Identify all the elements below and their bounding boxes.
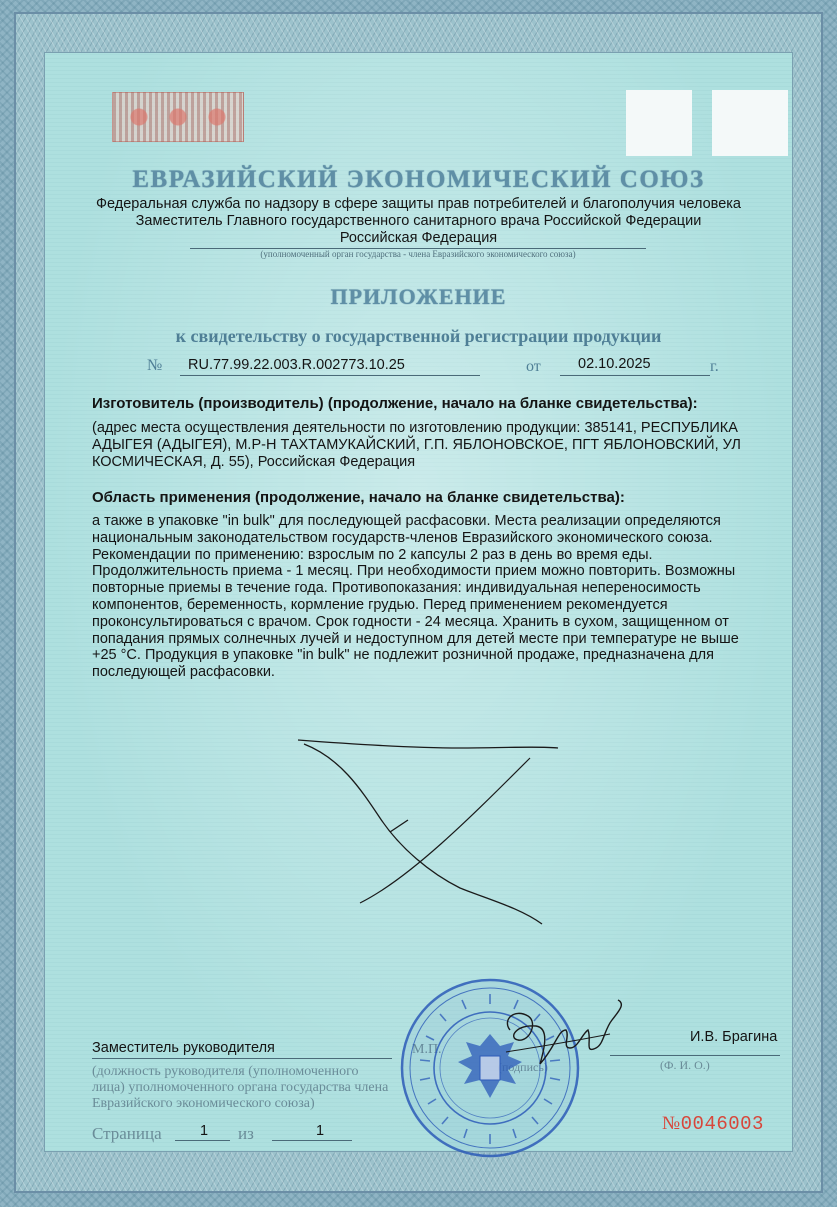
year-suffix: г. — [710, 358, 719, 375]
manufacturer-heading: Изготовитель (производитель) (продолжение, начало на бланке свидетельства): — [92, 395, 698, 412]
scope-line: национальным законодательством государств-членов Евразийского экономического союза. — [92, 529, 713, 546]
scope-line: компонентов, беременность, кормление грудью. Перед применением рекомендуется — [92, 596, 668, 613]
agency-name: Федеральная служба по надзору в сфере защиты прав потребителей и благополучия человека — [96, 196, 741, 212]
appendix-subtitle: к свидетельству о государственной регистрации продукции — [175, 326, 662, 346]
authority-caption: (уполномоченный орган государства - члена Евразийского экономического союза) — [260, 249, 576, 259]
hologram-strip — [112, 92, 244, 142]
manufacturer-line: АДЫГЕЯ (АДЫГЕЯ), М.Р-Н ТАХТАМУКАЙСКИЙ, Г.П. ЯБЛОНОВСКОЕ, ПГТ ЯБЛОНОВСКИЙ, УЛ — [92, 436, 741, 453]
certificate-number: RU.77.99.22.003.R.002773.10.25 — [188, 357, 405, 373]
signer-rule — [610, 1055, 780, 1056]
number-rule — [180, 375, 480, 376]
manufacturer-text — [92, 420, 772, 470]
serial-number — [662, 1113, 764, 1135]
page-label: Страница — [92, 1124, 162, 1143]
serial-prefix: № — [662, 1113, 681, 1134]
page-number: 1 — [200, 1123, 209, 1139]
scope-line: +25 °С. Продукция в упаковке "in bulk" не подлежит розничной продаже, предназначена для — [92, 647, 714, 664]
signer-name: И.В. Брагина — [690, 1029, 778, 1045]
position-caption: (должность руководителя (уполномоченного лица) уполномоченного органа государства члена Евразийского экономического союза) — [92, 1064, 389, 1111]
signature-ink — [500, 990, 630, 1080]
scope-line: проконсультироваться с врачом. Срок годности - 24 месяца. Хранить в сухом, защищенном от — [92, 613, 729, 630]
scope-heading: Область применения (продолжение, начало на бланке свидетельства): — [92, 489, 625, 506]
agency-official: Заместитель Главного государственного санитарного врача Российской Федерации — [135, 213, 702, 229]
number-label: № — [147, 357, 163, 374]
deputy-rule — [92, 1058, 392, 1059]
certificate-date: 02.10.2025 — [578, 356, 651, 372]
scope-line: Продолжительность приема - 1 месяц. При необходимости прием можно повторить. Возможны — [92, 563, 736, 580]
scope-text — [92, 513, 772, 681]
date-label: от — [526, 358, 541, 375]
fio-caption: (Ф. И. О.) — [660, 1058, 710, 1072]
of-rule — [272, 1140, 352, 1141]
serial-digits: 0046003 — [680, 1113, 764, 1135]
page-total: 1 — [316, 1123, 325, 1139]
scope-line: а также в упаковке "in bulk" для последующей расфасовки. Места реализации определяются — [92, 513, 721, 529]
blank-box-left — [626, 90, 692, 156]
scope-line: последующей расфасовки. — [92, 664, 275, 681]
blank-box-right — [712, 90, 788, 156]
appendix-title: ПРИЛОЖЕНИЕ — [330, 284, 507, 309]
date-rule — [560, 375, 710, 376]
scope-line: повторные приемы в течение года. Противопоказания: индивидуальная непереносимость — [92, 580, 701, 597]
union-title: ЕВРАЗИЙСКИЙ ЭКОНОМИЧЕСКИЙ СОЮЗ — [132, 166, 705, 193]
agency-country: Российская Федерация — [339, 230, 498, 246]
cross-out-scribble — [290, 728, 570, 928]
manufacturer-line: КОСМИЧЕСКАЯ, Д. 55), Российская Федерация — [92, 453, 416, 470]
scope-line: Рекомендации по применению: взрослым по 2 капсулы 2 раз в день во время еды. — [92, 546, 653, 563]
scope-line: попадания прямых солнечных лучей и недоступном для детей месте при температуре не выше — [92, 630, 739, 647]
deputy-title: Заместитель руководителя — [92, 1040, 275, 1056]
of-label: из — [238, 1124, 254, 1143]
page-rule — [175, 1140, 230, 1141]
manufacturer-line: (адрес места осуществления деятельности по изготовлению продукции: 385141, РЕСПУБЛИКА — [92, 420, 738, 436]
